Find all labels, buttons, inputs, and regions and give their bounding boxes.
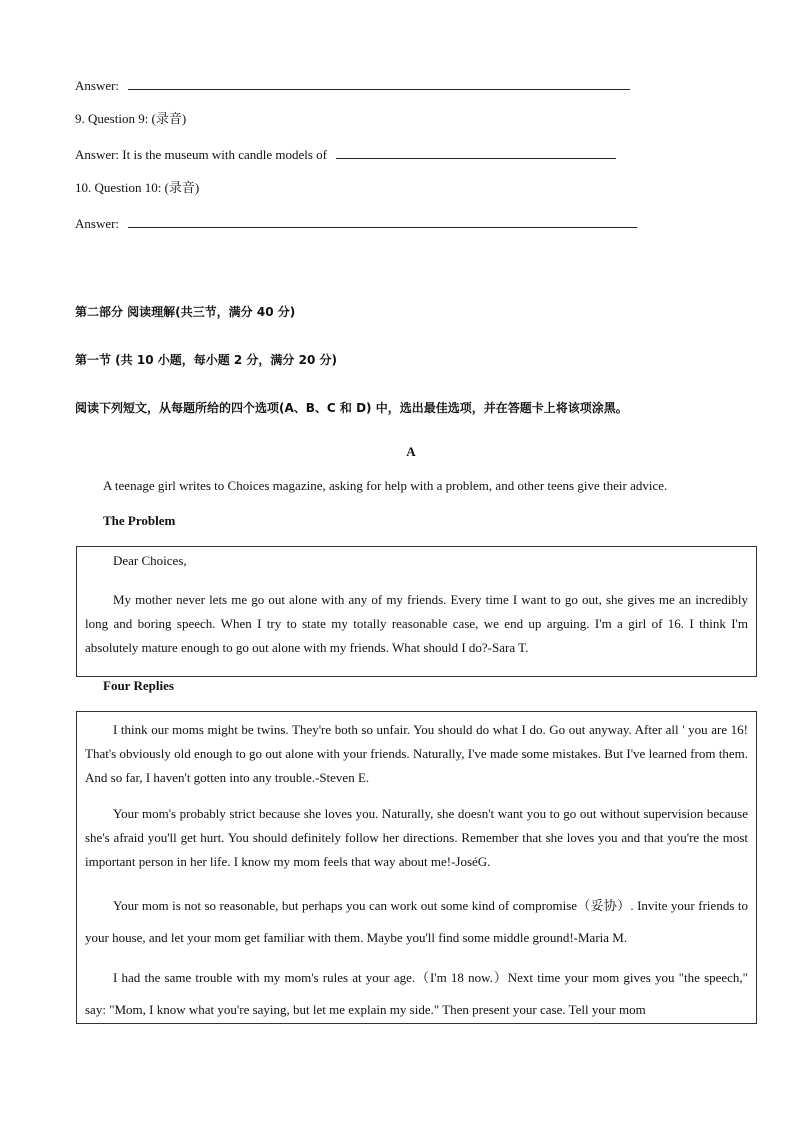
answer-label: Answer: It is the museum with candle models of [75,147,328,162]
answer-blank[interactable] [336,146,616,159]
reply-maria: Your mom is not so reasonable, but perhaps you can work out some kind of compromise（妥协）. Invite your friends to your house, and let your mom get familiar with them. Maybe you'll find some middle ground!-Maria M. [85,898,748,945]
answer-label: Answer: [75,78,120,93]
reply-fourth: I had the same trouble with my mom's rules at your age.（I'm 18 now.）Next time your mom gives you "the speech," say: "Mom, I know what you're saying, but let me explain my side." Then present your case. Tell your mom [85,970,748,1017]
question-9-label: 9. Question 9: (录音) [75,111,187,126]
part-title: 第二部分 阅读理解(共三节，满分 40 分) [75,305,296,319]
problem-box [76,546,757,677]
reply-steven: I think our moms might be twins. They're both so unfair. You should do what I do. Go out anyway. After all ' you are 16! That's obviously old enough to go out alone with your friends. Naturally, I've made some mistakes. But I've learned from them. And so far, I haven't gotten into any trouble.-Steven E. [85,722,748,785]
answer10-row [75,215,637,232]
answer-blank[interactable] [128,215,637,228]
subsection-title: 第一节 (共 10 小题，每小题 2 分，满分 20 分) [75,353,337,367]
passage-letter: A [406,444,416,459]
reply-jose: Your mom's probably strict because she loves you. Naturally, she doesn't want you to go out without supervision because she's afraid you'll get hurt. You should definitely follow her directions. Remember that she loves you and that you're the most important person in her life. I know my mom feels that way about me!-JoséG. [85,806,748,869]
problem-letter: My mother never lets me go out alone with any of my friends. Every time I want to go out, she gives me an incredibly long and boring speech. When I try to state my totally reasonable case, we end up arguing. I'm a girl of 16. I think I'm absolutely mature enough to go out alone with my friends. What should I do?-Sara T. [85,592,748,655]
replies-heading: Four Replies [103,678,174,693]
instructions: 阅读下列短文，从每题所给的四个选项(A、B、C 和 D) 中，选出最佳选项，并在答题卡上将该项涂黑。 [75,401,628,415]
answer-label: Answer: [75,216,120,231]
answer9-row [75,146,616,163]
replies-box [76,711,757,1024]
answer8-row [75,77,630,94]
answer-blank[interactable] [128,77,630,90]
question-10-label: 10. Question 10: (录音) [75,180,200,195]
problem-heading: The Problem [103,513,176,528]
passage-intro: A teenage girl writes to Choices magazine, asking for help with a problem, and other teens give their advice. [103,478,668,493]
problem-greeting: Dear Choices, [113,553,187,568]
